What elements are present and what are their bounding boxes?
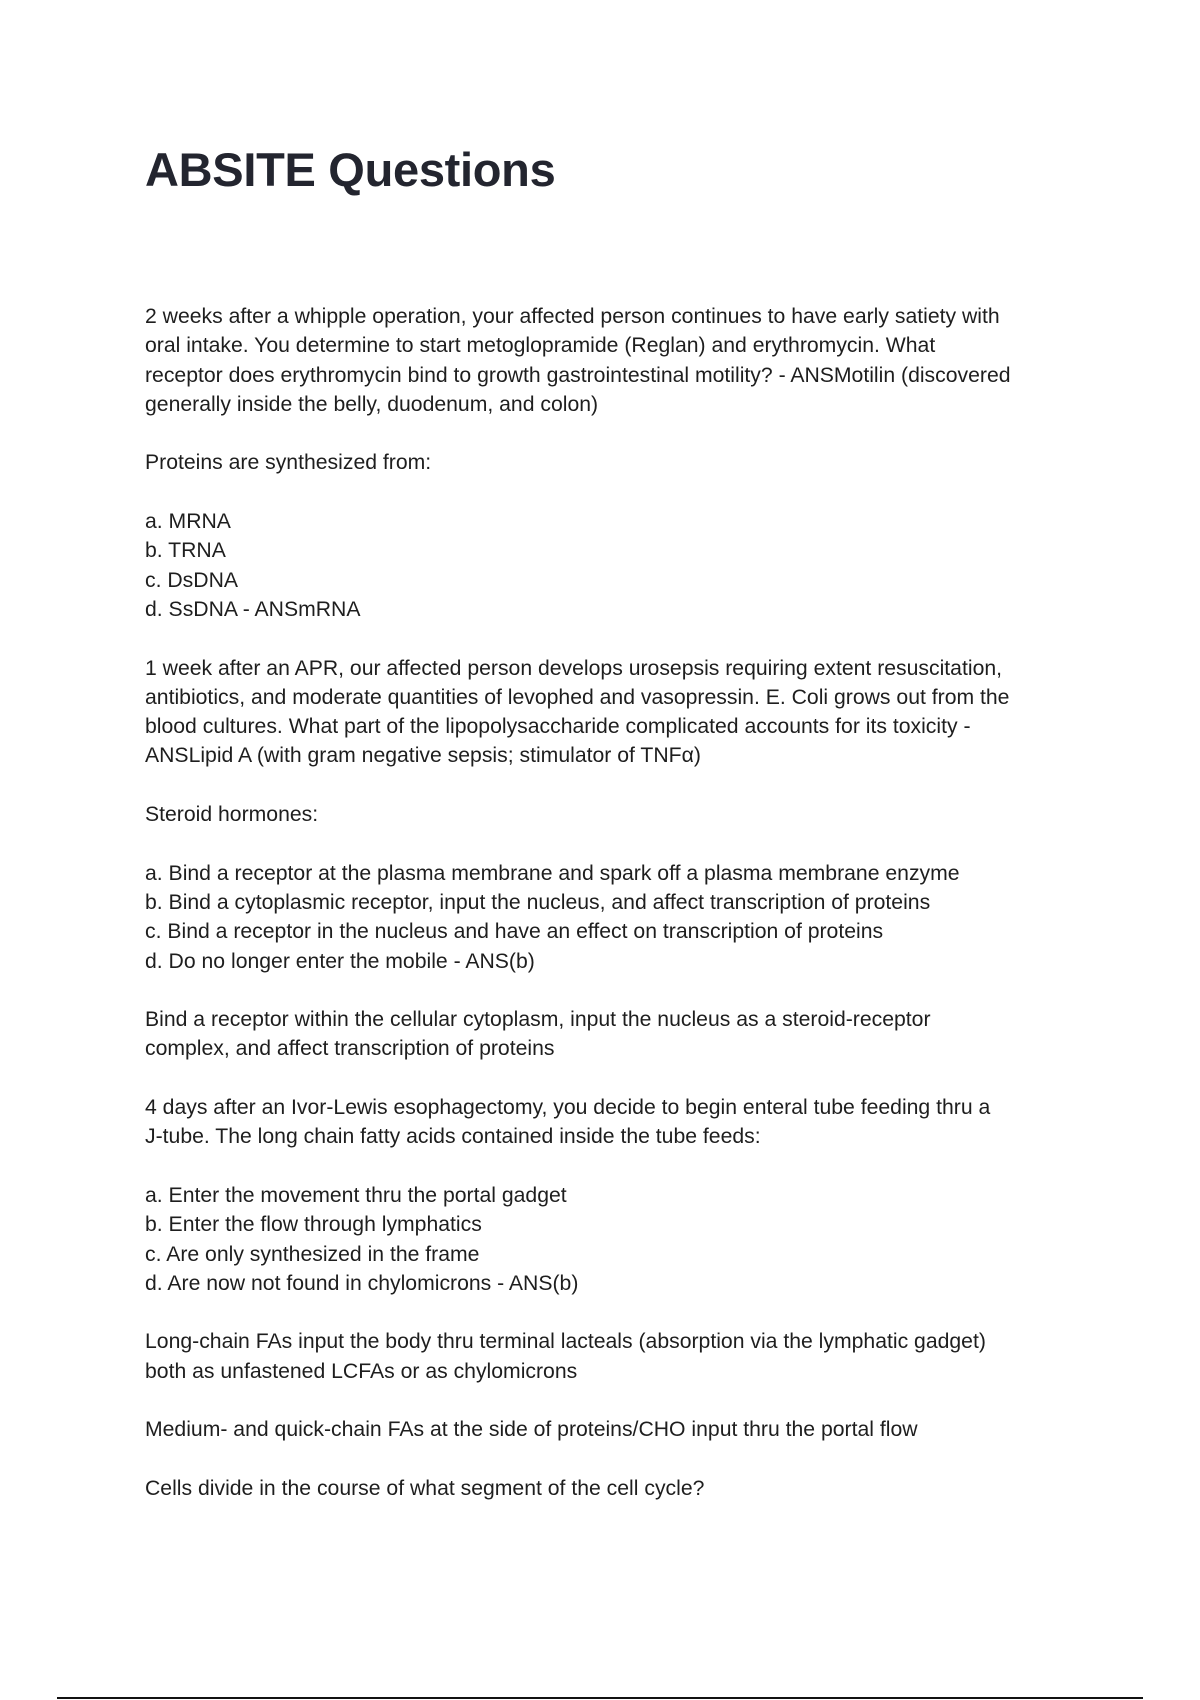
- text-line: Long-chain FAs input the body thru terminal lacteals (absorption via the lymphatic gadget): [145, 1330, 986, 1354]
- text-line: Bind a receptor within the cellular cytoplasm, input the nucleus as a steroid-receptor: [145, 1008, 931, 1032]
- text-line: antibiotics, and moderate quantities of levophed and vasopressin. E. Coli grows out from the: [145, 685, 1010, 709]
- question-whipple: [145, 302, 1075, 419]
- option-line: a. MRNA: [145, 510, 231, 534]
- footer-divider: [57, 1697, 1143, 1699]
- option-line: a. Bind a receptor at the plasma membrane and spark off a plasma membrane enzyme: [145, 861, 960, 885]
- text-line: Proteins are synthesized from:: [145, 451, 432, 475]
- text-line: 2 weeks after a whipple operation, your affected person continues to have early satiety with: [145, 305, 1000, 328]
- options-steroid-hormones: [145, 859, 1075, 976]
- document-title: ABSITE Questions: [145, 143, 556, 196]
- question-urosepsis: [145, 654, 1075, 771]
- question-steroid-hormones: [145, 800, 1075, 829]
- text-line: ANSLipid A (with gram negative sepsis; stimulator of TNFα): [145, 744, 701, 768]
- option-line: d. Are now not found in chylomicrons - ANS(b): [145, 1271, 579, 1295]
- option-line: c. Bind a receptor in the nucleus and have an effect on transcription of proteins: [145, 920, 884, 944]
- text-line: complex, and affect transcription of proteins: [145, 1037, 555, 1061]
- options-proteins: [145, 507, 1075, 624]
- text-line: Cells divide in the course of what segment of the cell cycle?: [145, 1476, 705, 1500]
- text-line: oral intake. You determine to start metoglopramide (Reglan) and erythromycin. What: [145, 334, 936, 358]
- text-line: generally inside the belly, duodenum, and colon): [145, 392, 599, 416]
- option-line: b. Enter the flow through lymphatics: [145, 1213, 482, 1237]
- text-line: 4 days after an Ivor-Lewis esophagectomy, you decide to begin enteral tube feeding thru a: [145, 1096, 991, 1120]
- text-line: 1 week after an APR, our affected person develops urosepsis requiring extent resuscitation,: [145, 656, 1003, 680]
- text-line: receptor does erythromycin bind to growth gastrointestinal motility? - ANSMotilin (discovered: [145, 363, 1011, 387]
- option-line: d. SsDNA - ANSmRNA: [145, 597, 361, 621]
- text-line: Steroid hormones:: [145, 803, 319, 827]
- option-line: c. Are only synthesized in the frame: [145, 1242, 480, 1266]
- explanation-medium-chain: [145, 1415, 1075, 1444]
- option-line: d. Do no longer enter the mobile - ANS(b): [145, 949, 535, 973]
- option-line: a. Enter the movement thru the portal gadget: [145, 1183, 567, 1207]
- explanation-steroid-hormones: [145, 1005, 1075, 1064]
- explanation-long-chain: [145, 1327, 1075, 1386]
- option-line: c. DsDNA: [145, 568, 238, 592]
- text-line: blood cultures. What part of the lipopolysaccharide complicated accounts for its toxicity -: [145, 715, 971, 739]
- options-esophagectomy: [145, 1181, 1075, 1298]
- question-cell-cycle: [145, 1474, 1075, 1503]
- text-line: J-tube. The long chain fatty acids contained inside the tube feeds:: [145, 1125, 761, 1149]
- option-line: b. Bind a cytoplasmic receptor, input the nucleus, and affect transcription of proteins: [145, 890, 931, 914]
- document-body: [145, 302, 1075, 1532]
- question-proteins: [145, 448, 1075, 477]
- text-line: both as unfastened LCFAs or as chylomicrons: [145, 1359, 578, 1383]
- question-esophagectomy: [145, 1093, 1075, 1152]
- text-line: Medium- and quick-chain FAs at the side of proteins/CHO input thru the portal flow: [145, 1418, 918, 1442]
- option-line: b. TRNA: [145, 539, 226, 563]
